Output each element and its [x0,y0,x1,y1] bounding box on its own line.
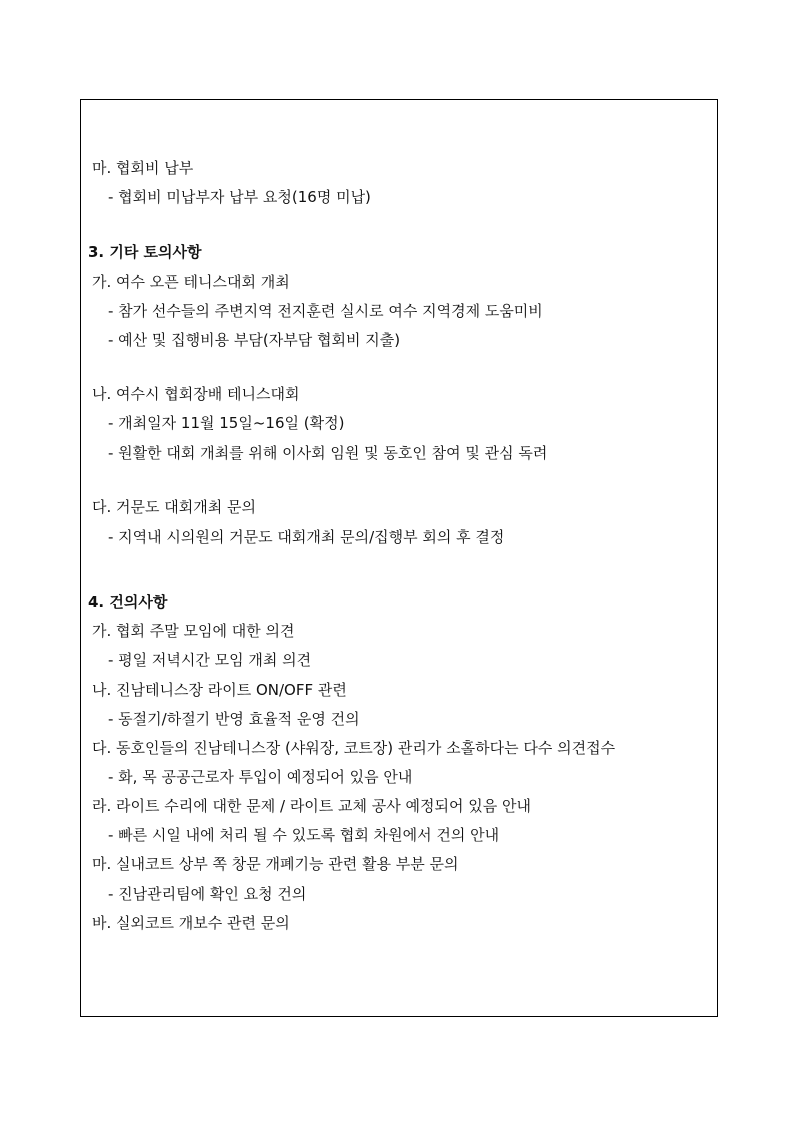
item-text: 나. 여수시 협회장배 테니스대회 [92,385,300,403]
sub-item-text: - 지역내 시의원의 거문도 대회개최 문의/집행부 회의 후 결정 [108,528,505,546]
section-heading: 3. 기타 토의사항 [88,243,202,261]
sub-item-text: - 참가 선수들의 주변지역 전지훈련 실시로 여수 지역경제 도움미비 [108,302,543,320]
section-heading: 4. 건의사항 [88,593,168,611]
sub-item-text: - 동절기/하절기 반영 효율적 운영 건의 [108,710,360,728]
sub-item-text: - 화, 목 공공근로자 투입이 예정되어 있음 안내 [108,768,413,786]
item-text: 마. 실내코트 상부 쪽 창문 개폐기능 관련 활용 부분 문의 [92,855,459,873]
item-text: 라. 라이트 수리에 대한 문제 / 라이트 교체 공사 예정되어 있음 안내 [92,797,532,815]
item-text: 다. 거문도 대회개최 문의 [92,498,256,516]
item-text: 마. 협회비 납부 [92,159,194,177]
sub-item-text: - 원활한 대회 개최를 위해 이사회 임원 및 동호인 참여 및 관심 독려 [108,444,548,462]
sub-item-text: - 개최일자 11월 15일~16일 (확정) [108,414,345,432]
item-text: 다. 동호인들의 진남테니스장 (샤워장, 코트장) 관리가 소홀하다는 다수 의견접수 [92,739,616,757]
item-text: 나. 진남테니스장 라이트 ON/OFF 관련 [92,681,347,699]
item-text: 가. 여수 오픈 테니스대회 개최 [92,273,290,291]
item-text: 바. 실외코트 개보수 관련 문의 [92,914,290,932]
sub-item-text: - 진남관리팀에 확인 요청 건의 [108,885,307,903]
sub-item-text: - 빠른 시일 내에 처리 될 수 있도록 협회 차원에서 건의 안내 [108,826,500,844]
sub-item-text: - 평일 저녁시간 모임 개최 의견 [108,651,312,669]
document-frame [80,99,718,1017]
sub-item-text: - 예산 및 집행비용 부담(자부담 협회비 지출) [108,331,401,349]
item-text: 가. 협회 주말 모임에 대한 의견 [92,622,295,640]
sub-item-text: - 협회비 미납부자 납부 요청(16명 미납) [108,188,371,206]
